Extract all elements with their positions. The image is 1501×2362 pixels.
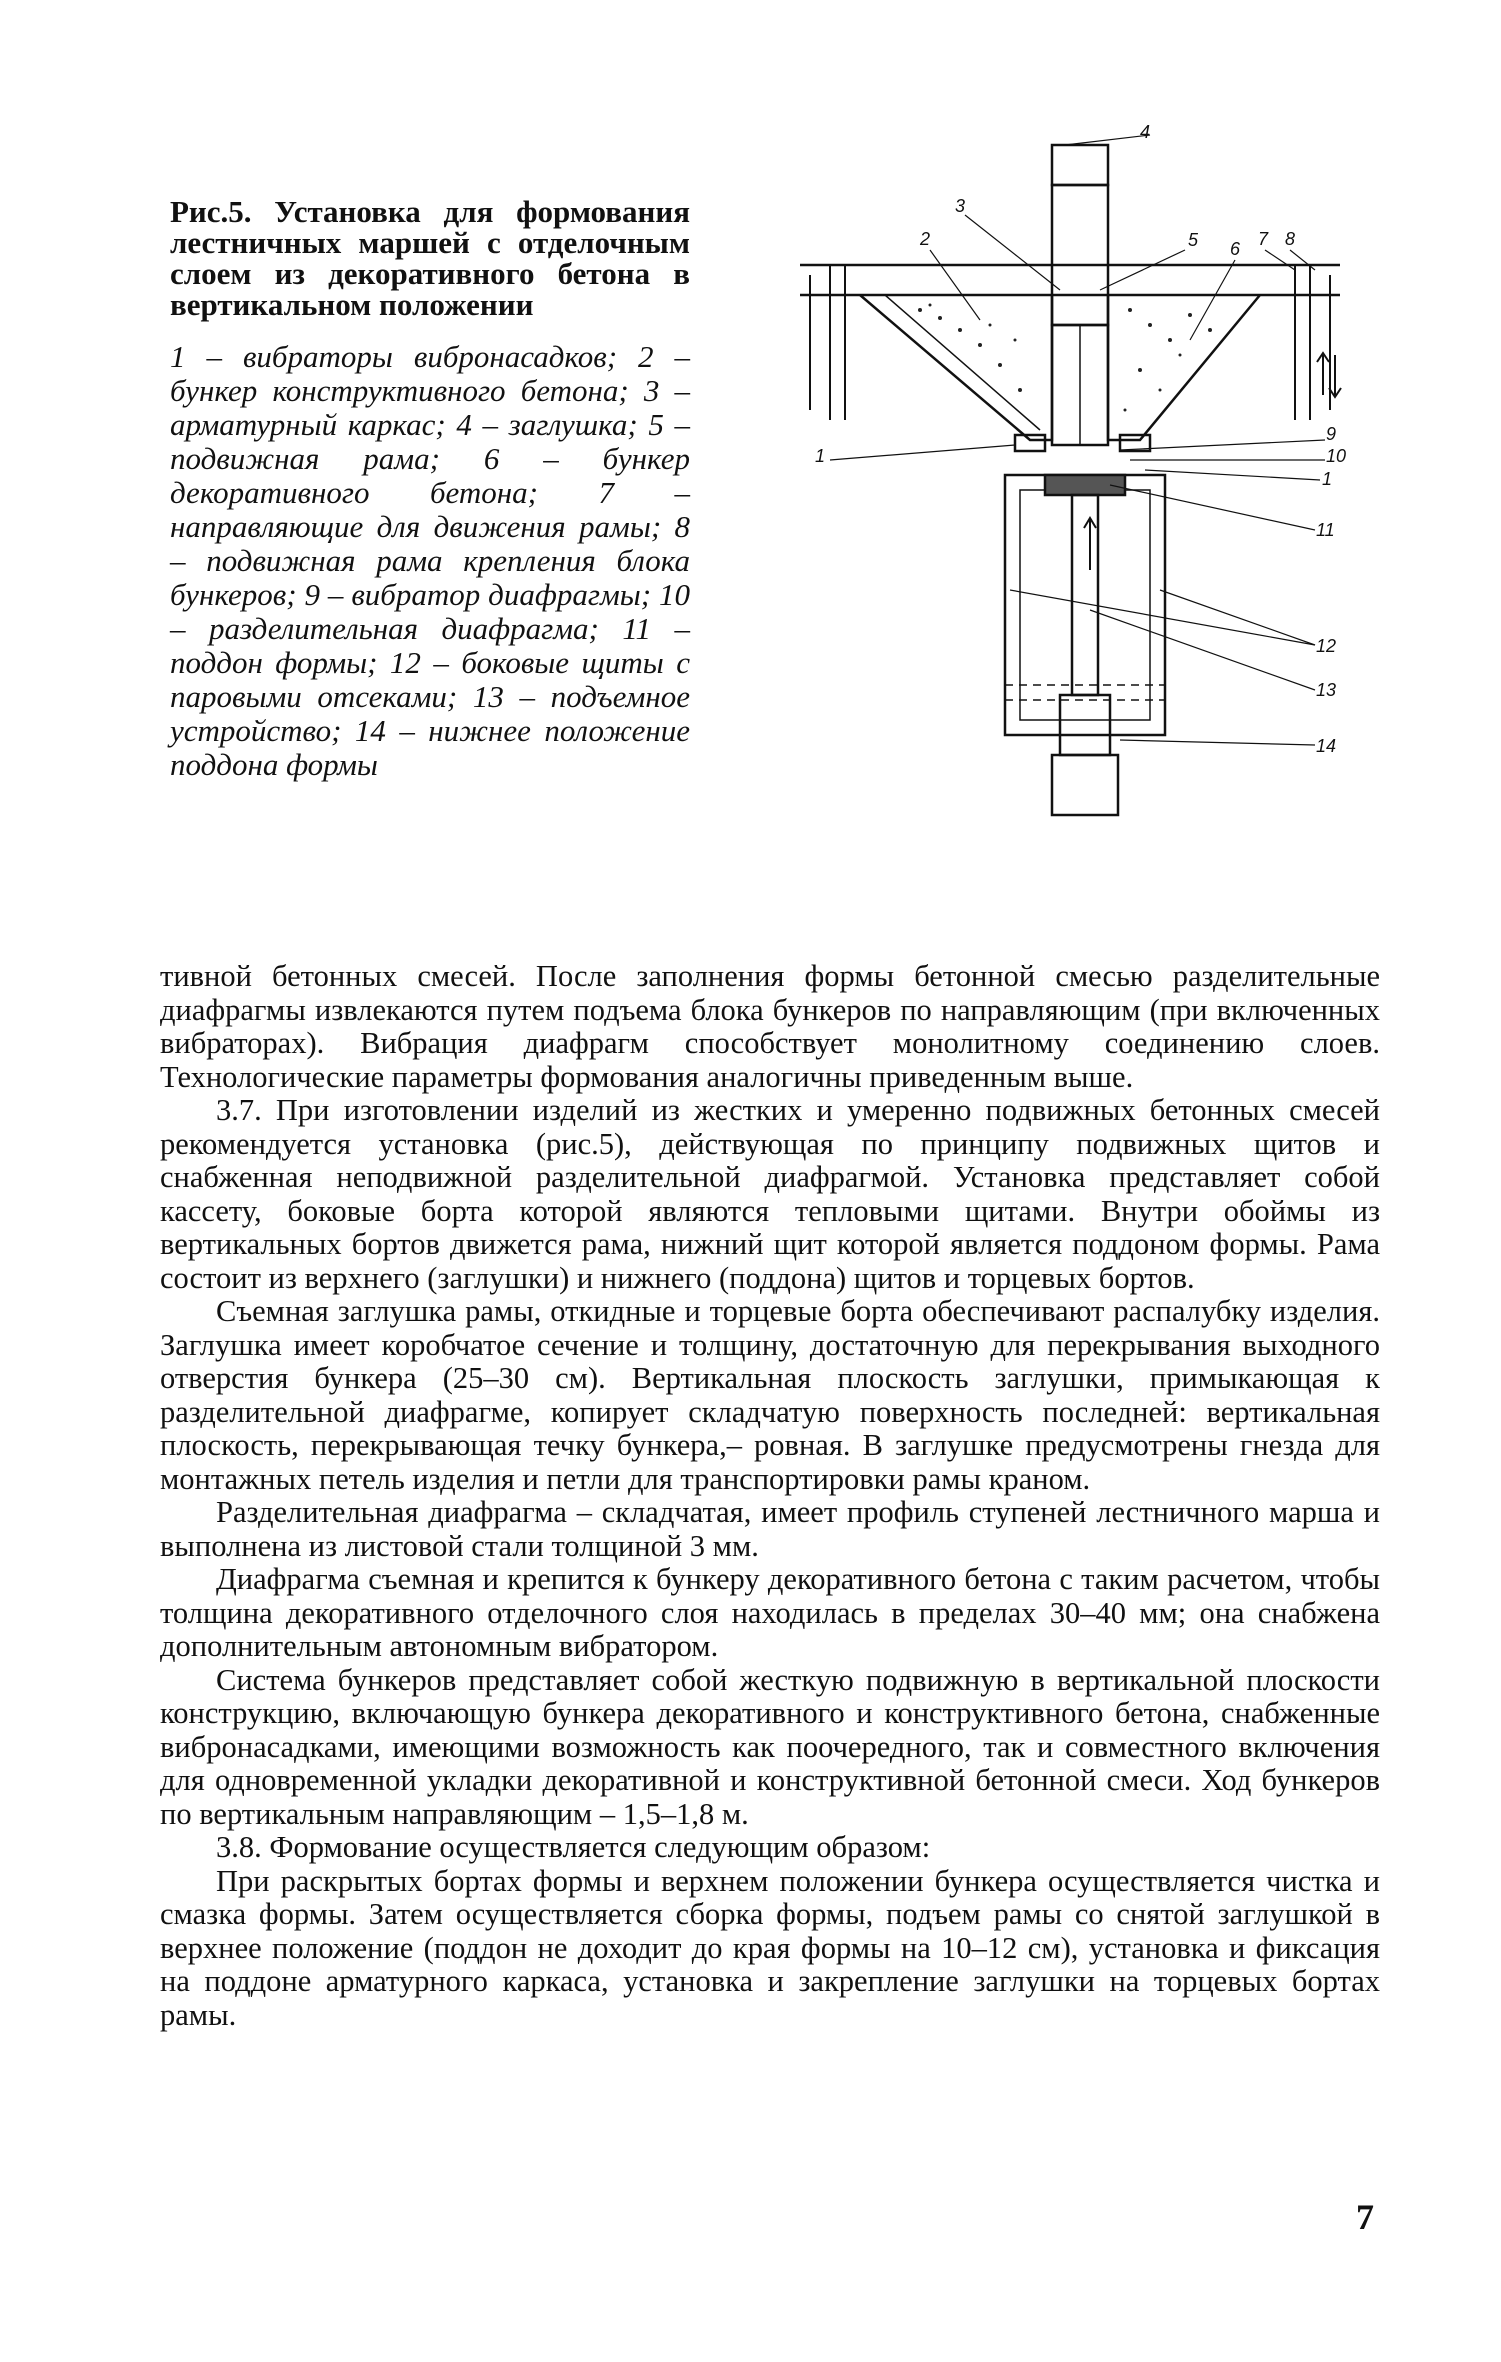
paragraph: Съемная заглушка рамы, откидные и торцевые борта обеспечивают распалубку изделия. Заглушка имеет коробчатое сечение и толщину, достаточную для перекрывания выходного отверстия бункера (25–30 см). Вертикальная плоскость заглушки, примыкающая к разделительной диафрагме, копирует складчатую поверхность последней: вертикальная плоскость, перекрывающая течку бункера,– ровная. В заглушке предусмотрены гнезда для монтажных петель изделия и петли для транспортировки рамы краном. (160, 1294, 1380, 1496)
right-hopper (1108, 295, 1260, 440)
moving-frame-top (1052, 185, 1108, 325)
paragraph: При раскрытых бортах формы и верхнем положении бункера осуществляется чистка и смазка формы. Затем осуществляется сборка формы, подъем рамы со снятой заглушкой в верхнее положение (поддон не доходит до края формы на 10–12 см), установка и фиксация на поддоне арматурного каркаса, установка и закрепление заглушки на торцевых бортах рамы. (160, 1863, 1380, 2032)
lower-position (1005, 685, 1165, 700)
left-hopper-inner (885, 295, 1040, 430)
paragraph: 3.8. Формование осуществляется следующим образом: (216, 1830, 931, 1864)
leader-12b (1160, 590, 1315, 645)
label-8: 8 (1285, 229, 1296, 249)
label-10: 10 (1326, 446, 1347, 466)
vibrator-left (1015, 435, 1045, 451)
lifting-cylinder (1060, 695, 1110, 755)
reinforcement-cage (1080, 325, 1108, 445)
arrow-up-hopper (1317, 353, 1329, 395)
label-6: 6 (1230, 239, 1241, 259)
figure-caption (170, 196, 690, 782)
label-11: 11 (1316, 520, 1335, 540)
label-7: 7 (1258, 229, 1269, 249)
figure-title: Рис.5. Установка для формования лестничных маршей с отделочным слоем из декоративного бетона в вертикальном положении (170, 194, 690, 322)
plug-top (1052, 145, 1108, 185)
label-9: 9 (1326, 424, 1337, 444)
leader-2 (930, 250, 980, 320)
leader-13 (1090, 610, 1315, 690)
figure-legend: 1 – вибраторы вибронасадков; 2 – бункер конструктивного бетона; 3 – арматурный каркас; 4 – заглушка; 5 – подвижная рама; 6 – бункер декоративного бетона; 7 – направляющие для движения рамы; 8 – подвижная рама крепления блока бункеров; 9 – вибратор диафрагмы; 10 – разделительная диафрагма; 11 – поддон формы; 12 – боковые щиты с паровыми отсеками; 13 – подъемное устройство; 14 – нижнее положение поддона формы (170, 339, 690, 782)
leader-7 (1265, 250, 1295, 270)
label-12: 12 (1316, 636, 1337, 656)
right-guides (1295, 265, 1330, 420)
figure-5-diagram (790, 122, 1350, 900)
installation-drawing (790, 122, 1350, 900)
leader-12a (1010, 590, 1315, 645)
leader-4 (1065, 135, 1150, 145)
label-3: 3 (955, 196, 966, 216)
pallet (1045, 475, 1125, 495)
label-1a: 1 (815, 446, 826, 466)
paragraph: Диафрагма съемная и крепится к бункеру декоративного бетона с таким расчетом, чтобы толщина декоративного отделочного слоя находилась в пределах 30–40 мм; она снабжена дополнительным автономным вибратором. (160, 1562, 1380, 1663)
paragraph: тивной бетонных смесей. После заполнения формы бетонной смесью разделительные диафрагмы извлекаются путем подъема блока бункеров по направляющим (при включенных вибраторах). Вибрация диафрагм способствует монолитному соединению слоев. Технологические параметры формования аналогичны приведенным выше. (160, 959, 1380, 1094)
paragraph: 3.7. При изготовлении изделий из жестких и умеренно подвижных бетонных смесей рекомендуется установка (рис.5), действующая по принципу подвижных щитов и снабженная неподвижной разделительной диафрагмой. Установка представляет собой кассету, боковые борта которой являются тепловыми щитами. Внутри обоймы из вертикальных бортов движется рама, нижний щит которой является поддоном формы. Рама состоит из верхнего (заглушки) и нижнего (поддона) щитов и торцевых бортов. (160, 1093, 1380, 1295)
leader-1a (830, 445, 1015, 460)
label-13: 13 (1316, 680, 1337, 700)
lifting-base (1052, 755, 1118, 815)
label-4: 4 (1140, 122, 1151, 142)
arrow-up-lift (1084, 518, 1096, 570)
leader-3 (965, 215, 1060, 290)
leader-14 (1120, 740, 1315, 745)
left-hopper (860, 295, 1052, 440)
paragraph: Разделительная диафрагма – складчатая, имеет профиль ступеней лестничного марша и выполнена из листовой стали толщиной 3 мм. (160, 1495, 1380, 1563)
paragraph: Система бункеров представляет собой жесткую подвижную в вертикальной плоскости конструкцию, включающую бункера декоративного и конструктивного бетона, снабженные вибронасадками, имеющими возможность как поочередного, так и совместного включения для одновременной укладки декоративной и конструктивной бетонной смеси. Ход бункеров по вертикальным направляющим – 1,5–1,8 м. (160, 1662, 1380, 1831)
leader-6 (1190, 260, 1235, 340)
hopper-top-rim (800, 265, 1340, 295)
page-number: 7 (1356, 2197, 1374, 2237)
label-5: 5 (1188, 230, 1199, 250)
leader-5 (1100, 250, 1185, 290)
leader-8 (1290, 250, 1315, 270)
label-14: 14 (1316, 736, 1337, 756)
leader-11 (1110, 485, 1315, 530)
leader-1b (1145, 470, 1320, 480)
body-text (160, 960, 1380, 2032)
label-2: 2 (920, 229, 931, 249)
label-1b: 1 (1322, 469, 1333, 489)
left-guides (810, 265, 845, 420)
